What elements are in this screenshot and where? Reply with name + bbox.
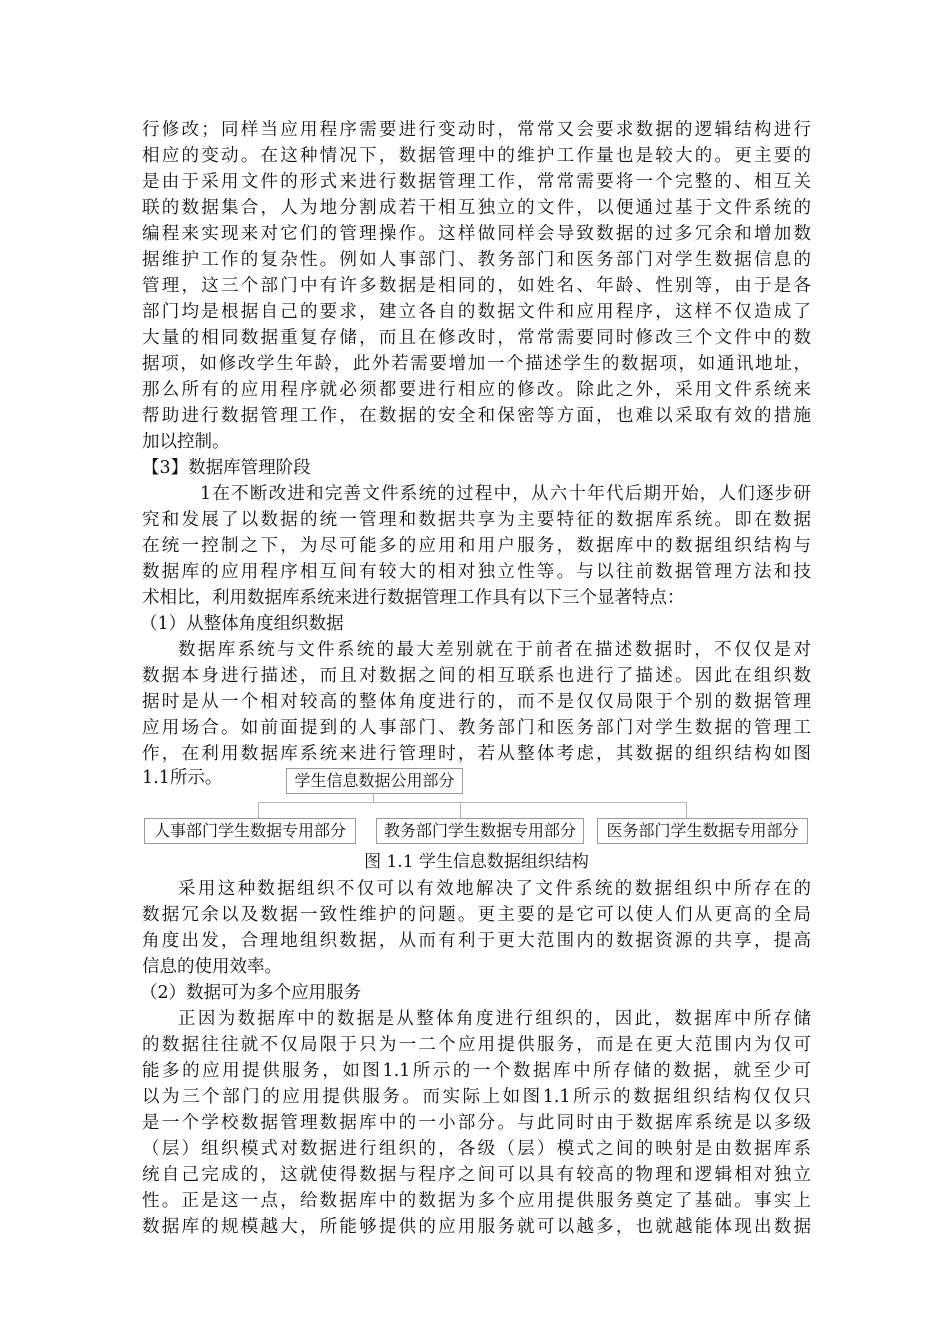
diagram-child-box: 医务部门学生数据专用部分 [597, 818, 808, 844]
text-line: 采用这种数据组织不仅可以有效地解决了文件系统的数据组织中所存在的 [178, 879, 811, 899]
text-line: 那么所有的应用程序就必须都要进行相应的修改。除此之外，采用文件系统来 [142, 380, 811, 400]
diagram-child-box: 人事部门学生数据专用部分 [144, 818, 356, 844]
text-line: 在统一控制之下，为尽可能多的应用和用户服务，数据库中的数据组织结构与 [142, 536, 811, 556]
text-line: 是由于采用文件的形式来进行数据管理工作，常常需要将一个完整的、相互关 [142, 172, 811, 192]
text-line: 相应的变动。在这种情况下，数据管理中的维护工作量也是较大的。更主要的 [142, 146, 811, 166]
figure-caption: 图 1.1 学生信息数据组织结构 [364, 852, 589, 872]
diagram-connector [686, 802, 687, 818]
text-line: 据维护工作的复杂性。例如人事部门、教务部门和医务部门对学生数据信息的 [142, 250, 811, 270]
diagram-connector [460, 802, 461, 818]
text-line: （层）组织模式对数据进行组织的，各级（层）模式之间的映射是由数据库系 [142, 1139, 811, 1159]
text-line: 联的数据集合，人为地分割成若干相互独立的文件，以便通过基于文件系统的 [142, 198, 811, 218]
text-line: 数据库的应用程序相互间有较大的相对独立性等。与以往前数据管理方法和技 [142, 562, 811, 582]
diagram-connector [258, 802, 259, 818]
section-heading: 【3】数据库管理阶段 [142, 458, 311, 478]
text-line: 作，在利用数据库系统来进行管理时，若从整体考虑，其数据的组织结构如图 [142, 744, 811, 764]
diagram-root-box: 学生信息数据公用部分 [286, 768, 463, 794]
text-line: 信息的使用效率。 [142, 957, 282, 977]
text-line: 角度出发，合理地组织数据，从而有利于更大范围内的数据资源的共享，提高 [142, 931, 811, 951]
text-line: 术相比，利用数据库系统来进行数据管理工作具有以下三个显著特点： [142, 588, 685, 608]
text-line: 大量的相同数据重复存储，而且在修改时，常常需要同时修改三个文件中的数 [142, 328, 811, 348]
text-line: 应用场合。如前面提到的人事部门、教务部门和医务部门对学生数据的管理工 [142, 718, 811, 738]
subsection-heading: （1）从整体角度组织数据 [140, 614, 344, 634]
text-line: 部门均是根据自己的要求，建立各自的数据文件和应用程序，这样不仅造成了 [142, 302, 811, 322]
text-line: 数据冗余以及数据一致性维护的问题。更主要的是它可以使人们从更高的全局 [142, 905, 811, 925]
text-line: 帮助进行数据管理工作，在数据的安全和保密等方面，也难以采取有效的措施 [142, 406, 811, 426]
text-line: 的数据往往就不仅局限于只为一二个应用提供服务，而是在更大范围内为仅可 [142, 1035, 811, 1055]
text-line: 究和发展了以数据的统一管理和数据共享为主要特征的数据库系统。即在数据 [142, 510, 811, 530]
text-line: 加以控制。 [142, 432, 230, 452]
diagram-connector [258, 802, 686, 803]
diagram-child-box: 教务部门学生数据专用部分 [376, 818, 584, 844]
text-line: 数据本身进行描述，而且对数据之间的相互联系也进行了描述。因此在组织数 [142, 666, 811, 686]
text-line: 以为三个部门的应用提供服务。而实际上如图1.1所示的数据组织结构仅仅只 [142, 1087, 811, 1107]
subsection-heading: （2）数据可为多个应用服务 [140, 983, 362, 1003]
text-line: 1在不断改进和完善文件系统的过程中，从六十年代后期开始，人们逐步研 [200, 484, 811, 504]
text-line: 能多的应用提供服务，如图1.1所示的一个数据库中所存储的数据，就至少可 [142, 1061, 811, 1081]
text-line: 数据库系统与文件系统的最大差别就在于前者在描述数据时，不仅仅是对 [178, 640, 811, 660]
text-line: 统自己完成的，这就使得数据与程序之间可以具有较高的物理和逻辑相对独立 [142, 1165, 811, 1185]
text-line: 数据库的规模越大，所能够提供的应用服务就可以越多，也就越能体现出数据 [142, 1217, 811, 1237]
text-line: 是一个学校数据管理数据库中的一小部分。与此同时由于数据库系统是以多级 [142, 1113, 811, 1133]
text-line: 编程来实现来对它们的管理操作。这样做同样会导致数据的过多冗余和增加数 [142, 224, 811, 244]
text-line: 行修改；同样当应用程序需要进行变动时，常常又会要求数据的逻辑结构进行 [142, 120, 811, 140]
diagram-connector [373, 794, 374, 802]
text-line: 据项，如修改学生年龄，此外若需要增加一个描述学生的数据项，如通讯地址， [142, 354, 811, 374]
text-line: 据时是从一个相对较高的整体角度进行的，而不是仅仅局限于个别的数据管理 [142, 692, 811, 712]
text-line: 管理，这三个部门中有许多数据是相同的，如姓名、年龄、性别等，由于是各 [142, 276, 811, 296]
text-line: 性。正是这一点，给数据库中的数据为多个应用提供服务奠定了基础。事实上 [142, 1191, 811, 1211]
text-line: 正因为数据库中的数据是从整体角度进行组织的，因此，数据库中所存储 [178, 1009, 811, 1029]
text-line: 1.1所示。 [142, 768, 223, 788]
